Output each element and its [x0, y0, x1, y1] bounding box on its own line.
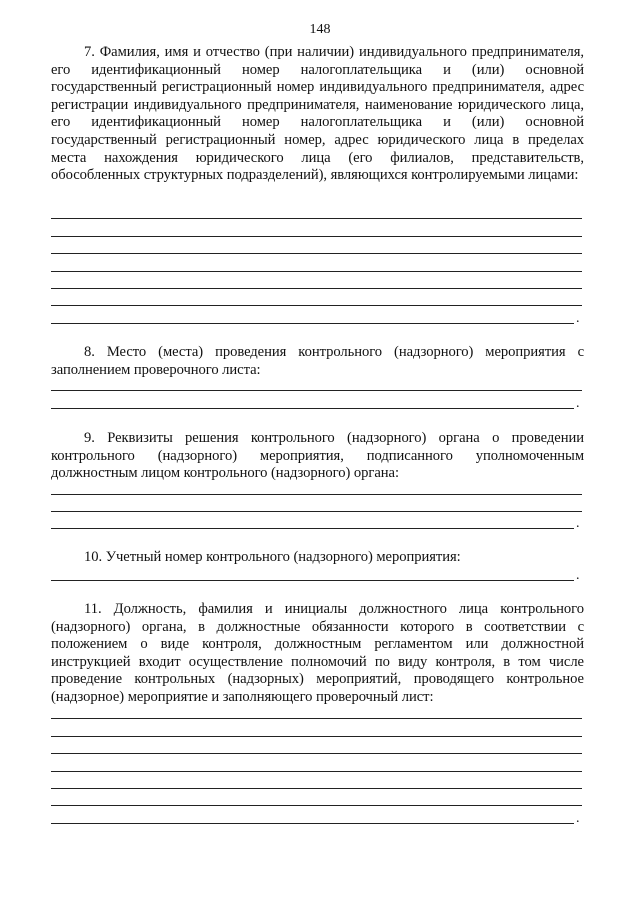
section-9-text: 9. Реквизиты решения контрольного (надзорного) органа о проведении контрольного (надзорного) мероприятия, подписанного уполномоченным должностным лицом контрольного (надзорного) органа:	[51, 430, 584, 482]
section-8-fill-line[interactable]	[51, 408, 574, 409]
section-10-fill-line[interactable]	[51, 580, 574, 581]
section-9-fill-line[interactable]	[51, 494, 582, 495]
section-7-fill-line[interactable]	[51, 288, 582, 289]
section-11-fill-line[interactable]	[51, 823, 574, 824]
section-7-fill-line[interactable]	[51, 236, 582, 237]
line-end-period: .	[576, 396, 580, 411]
section-11-fill-line[interactable]	[51, 753, 582, 754]
section-7-fill-line[interactable]	[51, 305, 582, 306]
line-end-period: .	[576, 311, 580, 326]
section-11-fill-line[interactable]	[51, 771, 582, 772]
line-end-period: .	[576, 568, 580, 583]
section-7-fill-line[interactable]	[51, 271, 582, 272]
page-number: 148	[309, 22, 331, 37]
section-9-fill-line[interactable]	[51, 528, 574, 529]
section-7-fill-line[interactable]	[51, 253, 582, 254]
section-7-fill-line[interactable]	[51, 218, 582, 219]
section-8-fill-line[interactable]	[51, 390, 582, 391]
section-10-text: 10. Учетный номер контрольного (надзорного) мероприятия:	[84, 549, 461, 565]
section-7-fill-line[interactable]	[51, 323, 574, 324]
section-9-fill-line[interactable]	[51, 511, 582, 512]
section-8-text: 8. Место (места) проведения контрольного (надзорного) мероприятия с заполнением проверочного листа:	[51, 344, 584, 378]
section-11-fill-line[interactable]	[51, 805, 582, 806]
section-11-text: 11. Должность, фамилия и инициалы должностного лица контрольного (надзорного) органа, в должностные обязанности которого в соответствии с положением о виде контроля, должностным регламентом или должностной инструкцией входит осуществление полномочий по виду контроля, в том числе проведение контрольных (надзорных) мероприятий, проводящего контрольное (надзорное) мероприятие и заполняющего проверочный лист:	[51, 601, 584, 705]
section-11-fill-line[interactable]	[51, 736, 582, 737]
line-end-period: .	[576, 516, 580, 531]
section-11-fill-line[interactable]	[51, 718, 582, 719]
section-7-text: 7. Фамилия, имя и отчество (при наличии) индивидуального предпринимателя, его идентификационный номер налогоплательщика и (или) основной государственный регистрационный номер индивидуального предпринимателя, адрес регистрации индивидуального предпринимателя, наименование юридического лица, его идентификационный номер налогоплательщика и (или) основной государственный регистрационный номер, адрес юридического лица в пределах места нахождения юридического лица (его филиалов, представительств, обособленных структурных подразделений), являющихся контролируемыми лицами:	[51, 44, 584, 184]
line-end-period: .	[576, 811, 580, 826]
section-11-fill-line[interactable]	[51, 788, 582, 789]
